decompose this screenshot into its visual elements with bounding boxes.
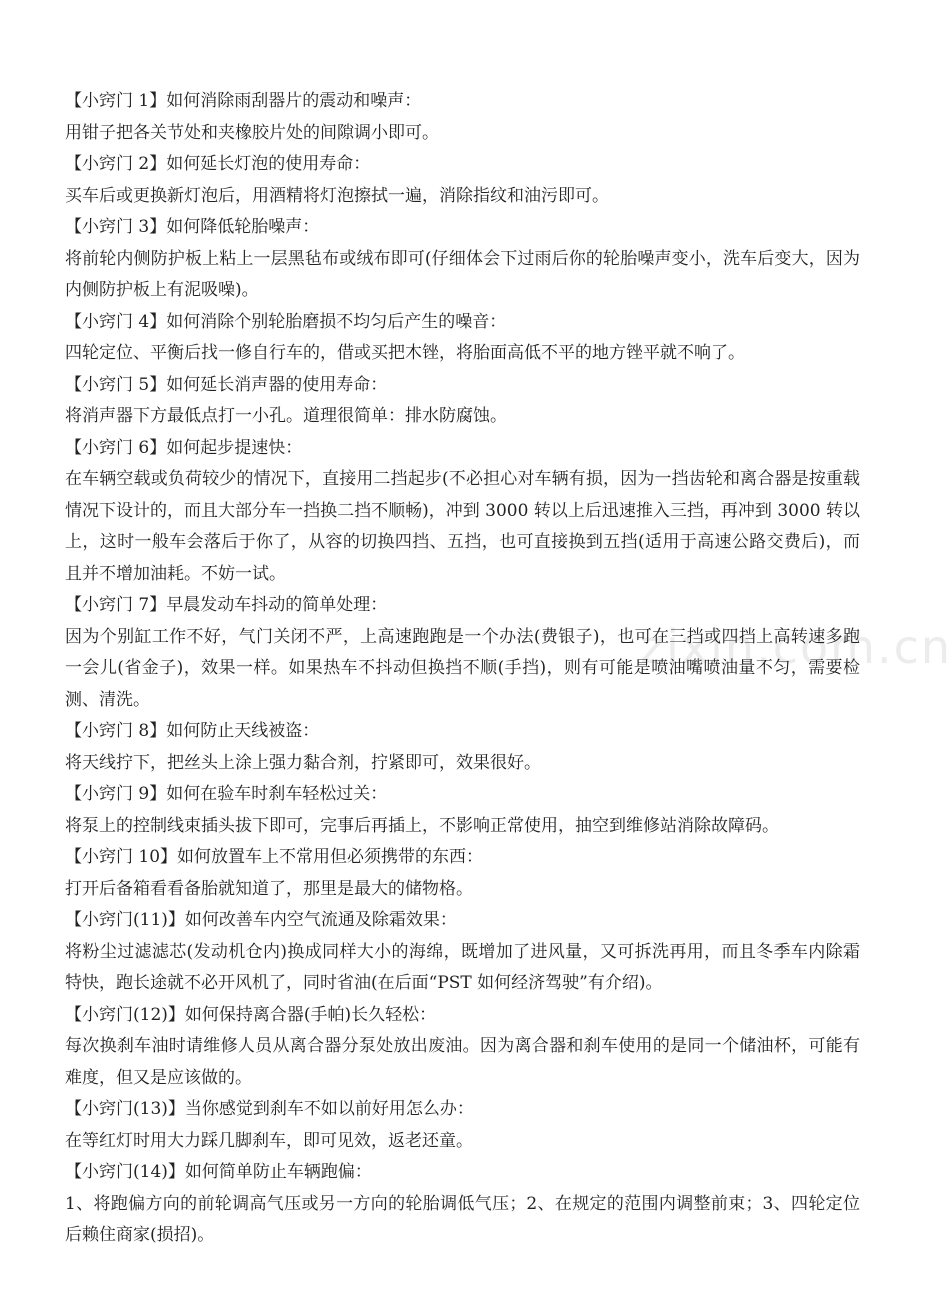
tip-body: 在车辆空载或负荷较少的情况下，直接用二挡起步(不必担心对车辆有损，因为一挡齿轮和离合器是按重载情况下设计的，而且大部分车一挡换二挡不顺畅)，冲到 3000 转以上后迅速推入三挡，再冲到 3000 转以上，这时一般车会落后于你了，从容的切换四挡、五挡，也可直接换到五挡(适用于高速公路交费后)，而且并不增加油耗。不妨一试。 bbox=[65, 469, 860, 584]
tip-heading: 【小窍门(13)】当你感觉到刹车不如以前好用怎么办： bbox=[65, 1099, 474, 1119]
tip-body: 将消声器下方最低点打一小孔。道理很简单：排水防腐蚀。 bbox=[65, 406, 507, 426]
tip-body: 打开后备箱看看备胎就知道了，那里是最大的储物格。 bbox=[65, 878, 473, 899]
tip-body: 将前轮内侧防护板上粘上一层黑毡布或绒布即可(仔细体会下过雨后你的轮胎噪声变小，洗车后变大，因为内侧防护板上有泥吸噪)。 bbox=[65, 248, 860, 300]
tip-heading: 【小窍门 9】如何在验车时刹车轻松过关： bbox=[65, 784, 388, 804]
tip-body: 在等红灯时用大力踩几脚刹车，即可见效，返老还童。 bbox=[65, 1130, 473, 1151]
tip-heading: 【小窍门(14)】如何简单防止车辆跑偏： bbox=[65, 1162, 372, 1182]
tip-heading: 【小窍门 10】如何放置车上不常用但必须携带的东西： bbox=[65, 847, 484, 867]
document-body bbox=[65, 86, 860, 1252]
tip-heading: 【小窍门(12)】如何保持离合器(手帕)长久轻松： bbox=[65, 1004, 437, 1025]
tip-body: 将泵上的控制线束插头拔下即可，完事后再插上，不影响正常使用，抽空到维修站消除故障码。 bbox=[65, 815, 779, 836]
tip-body: 每次换刹车油时请维修人员从离合器分泵处放出废油。因为离合器和刹车使用的是同一个储油杯，可能有难度，但又是应该做的。 bbox=[65, 1036, 860, 1088]
tip-body: 四轮定位、平衡后找一修自行车的，借或买把木锉，将胎面高低不平的地方锉平就不响了。 bbox=[65, 343, 745, 363]
tip-body: 将粉尘过滤滤芯(发动机仓内)换成同样大小的海绵，既增加了进风量，又可拆洗再用，而且冬季车内除霜特快，跑长途就不必开风机了，同时省油(在后面“PST 如何经济驾驶”有介绍)。 bbox=[65, 941, 860, 993]
tip-body: 1、将跑偏方向的前轮调高气压或另一方向的轮胎调低气压；2、在规定的范围内调整前束；3、四轮定位后赖住商家(损招)。 bbox=[65, 1193, 860, 1245]
tip-body: 将天线拧下，把丝头上涂上强力黏合剂，拧紧即可，效果很好。 bbox=[65, 752, 541, 773]
watermark: zixin.com.cn bbox=[640, 620, 952, 674]
tip-heading: 【小窍门 5】如何延长消声器的使用寿命： bbox=[65, 374, 388, 395]
tip-body: 买车后或更换新灯泡后，用酒精将灯泡擦拭一遍，消除指纹和油污即可。 bbox=[65, 185, 609, 206]
tip-heading: 【小窍门 7】早晨发动车抖动的简单处理： bbox=[65, 595, 388, 615]
tip-heading: 【小窍门 2】如何延长灯泡的使用寿命： bbox=[65, 154, 371, 174]
tip-heading: 【小窍门 4】如何消除个别轮胎磨损不均匀后产生的噪音： bbox=[65, 311, 507, 332]
tip-heading: 【小窍门 1】如何消除雨刮器片的震动和噪声： bbox=[65, 91, 422, 111]
tip-heading: 【小窍门 8】如何防止天线被盗： bbox=[65, 721, 320, 741]
tip-heading: 【小窍门 3】如何降低轮胎噪声： bbox=[65, 217, 320, 237]
tip-heading: 【小窍门 6】如何起步提速快： bbox=[65, 437, 303, 458]
tip-heading: 【小窍门(11)】如何改善车内空气流通及除霜效果： bbox=[65, 910, 457, 930]
tip-body: 用钳子把各关节处和夹橡胶片处的间隙调小即可。 bbox=[65, 122, 439, 143]
tip-body: 因为个别缸工作不好，气门关闭不严，上高速跑跑是一个办法(费银子)，也可在三挡或四挡上高转速多跑一会儿(省金子)，效果一样。如果热车不抖动但换挡不顺(手挡)，则有可能是喷油嘴喷油量不匀，需要检测、清洗。 bbox=[65, 626, 860, 710]
